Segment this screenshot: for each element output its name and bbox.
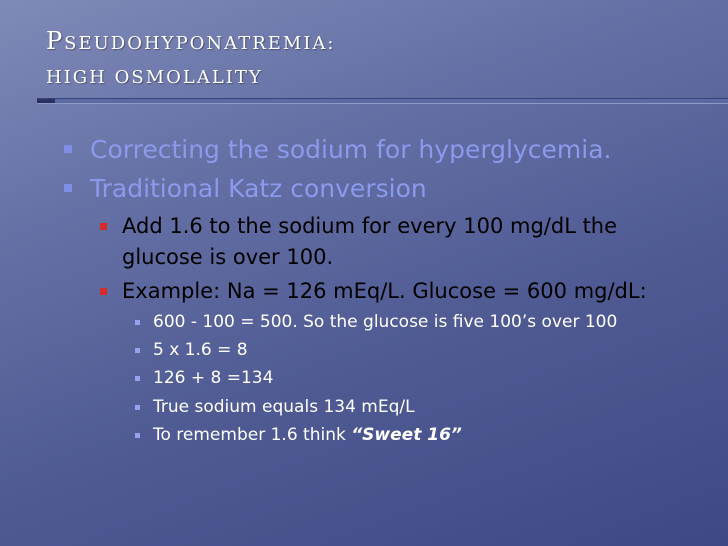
bullet-katz-conversion [90, 174, 427, 203]
small-square-bullet-icon [135, 405, 140, 410]
bullet-text-continued: glucose is over 100. [122, 245, 334, 269]
title-initial: P [46, 27, 65, 55]
bullet-text: 126 + 8 =134 [153, 368, 274, 388]
bullet-text: 5 x 1.6 = 8 [153, 340, 248, 360]
detail-bullet-2 [153, 340, 248, 360]
bullet-correcting-sodium [90, 135, 611, 164]
small-square-bullet-icon [135, 320, 140, 325]
sub-bullet-example [122, 279, 647, 303]
square-bullet-icon [64, 145, 72, 153]
detail-bullet-1 [153, 312, 617, 332]
red-square-bullet-icon [100, 223, 107, 230]
bullet-text: Traditional Katz conversion [90, 174, 427, 203]
square-bullet-icon [64, 184, 72, 192]
sweet-16-emphasis: “Sweet 16” [351, 425, 462, 445]
bullet-text: To remember 1.6 think [153, 425, 352, 445]
title-divider [37, 98, 728, 104]
red-square-bullet-icon [100, 288, 107, 295]
small-square-bullet-icon [135, 433, 140, 438]
bullet-text: Correcting the sodium for hyperglycemia. [90, 135, 612, 164]
small-square-bullet-icon [135, 376, 140, 381]
bullet-text: True sodium equals 134 mEq/L [153, 397, 415, 417]
detail-bullet-3 [153, 368, 273, 388]
sub-bullet-add-1-6 [122, 214, 617, 238]
slide-title [46, 24, 336, 95]
title-line-1 [46, 24, 336, 61]
small-square-bullet-icon [135, 348, 140, 353]
sub-bullet-add-1-6-continued [122, 245, 333, 269]
bullet-text: Example: Na = 126 mEq/L. Glucose = 600 mg/dL: [122, 279, 647, 303]
title-line-2: HIGH OSMOLALITY [46, 67, 263, 88]
bullet-text: Add 1.6 to the sodium for every 100 mg/dL the [122, 214, 618, 238]
detail-bullet-4 [153, 397, 415, 417]
bullet-text: 600 - 100 = 500. So the glucose is five 100’s over 100 [153, 312, 618, 332]
detail-bullet-5 [153, 425, 462, 445]
title-rest: SEUDOHYPONATREMIA: [64, 33, 336, 54]
